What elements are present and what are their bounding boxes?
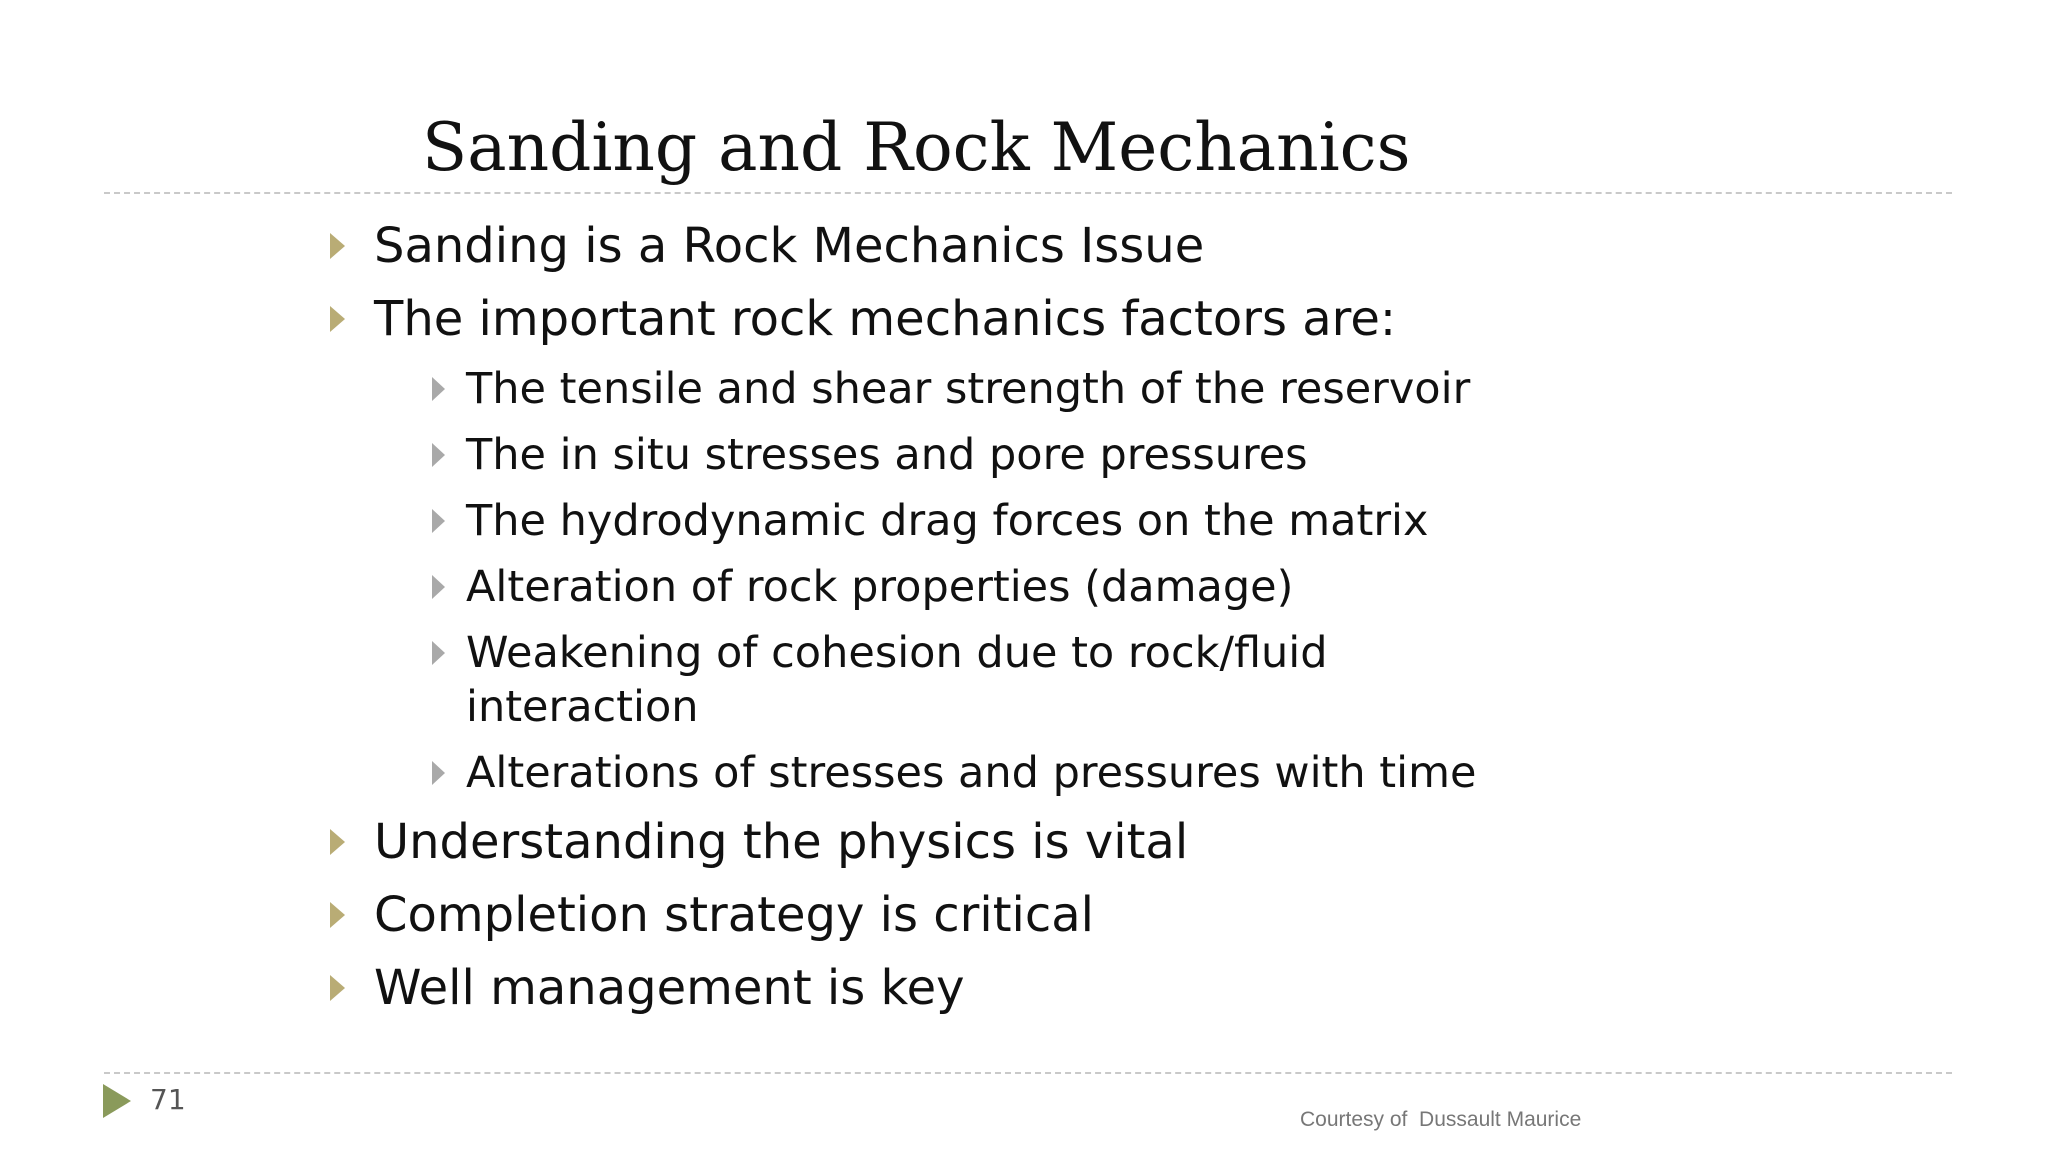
page-number: 71 (150, 1083, 186, 1116)
sub-bullet-text: The hydrodynamic drag forces on the matrix (466, 496, 1429, 546)
bullet-text: Completion strategy is critical (374, 887, 1094, 943)
slide-title: Sanding and Rock Mechanics (422, 109, 1411, 186)
bullet-text: Understanding the physics is vital (374, 814, 1189, 870)
sub-bullet-arrow-icon (432, 641, 445, 665)
bullet-item (322, 958, 1822, 1018)
sub-bullet-arrow-icon (432, 377, 445, 401)
bullet-arrow-icon (330, 306, 345, 332)
sub-bullet-arrow-icon (432, 761, 445, 785)
sub-bullet-item (322, 494, 1822, 548)
sub-bullet-arrow-icon (432, 509, 445, 533)
title-divider (104, 192, 1952, 194)
bullet-list (322, 216, 1822, 1031)
footer-arrow-icon (103, 1084, 131, 1118)
sub-bullet-item (322, 746, 1822, 800)
bullet-item (322, 216, 1822, 276)
sub-bullet-text: Alteration of rock properties (damage) (466, 562, 1294, 612)
bullet-arrow-icon (330, 902, 345, 928)
sub-bullet-arrow-icon (432, 575, 445, 599)
sub-bullet-text: Weakening of cohesion due to rock/fluid interaction (466, 628, 1328, 732)
sub-bullet-text: The tensile and shear strength of the reservoir (466, 364, 1471, 414)
bullet-arrow-icon (330, 233, 345, 259)
bullet-text: Well management is key (374, 960, 965, 1016)
sub-bullet-text: The in situ stresses and pore pressures (466, 430, 1308, 480)
footer-divider (104, 1072, 1952, 1074)
bullet-text: Sanding is a Rock Mechanics Issue (374, 218, 1205, 274)
courtesy-credit: Courtesy of Dussault Maurice (1300, 1108, 1582, 1131)
bullet-item (322, 289, 1822, 349)
sub-bullet-item (322, 626, 1426, 734)
sub-bullet-item (322, 560, 1822, 614)
bullet-arrow-icon (330, 829, 345, 855)
bullet-item (322, 885, 1822, 945)
bullet-text: The important rock mechanics factors are: (374, 291, 1397, 347)
bullet-item (322, 812, 1822, 872)
bullet-arrow-icon (330, 975, 345, 1001)
sub-bullet-text: Alterations of stresses and pressures with time (466, 748, 1477, 798)
sub-bullet-item (322, 428, 1822, 482)
sub-bullet-item (322, 362, 1822, 416)
sub-bullet-arrow-icon (432, 443, 445, 467)
